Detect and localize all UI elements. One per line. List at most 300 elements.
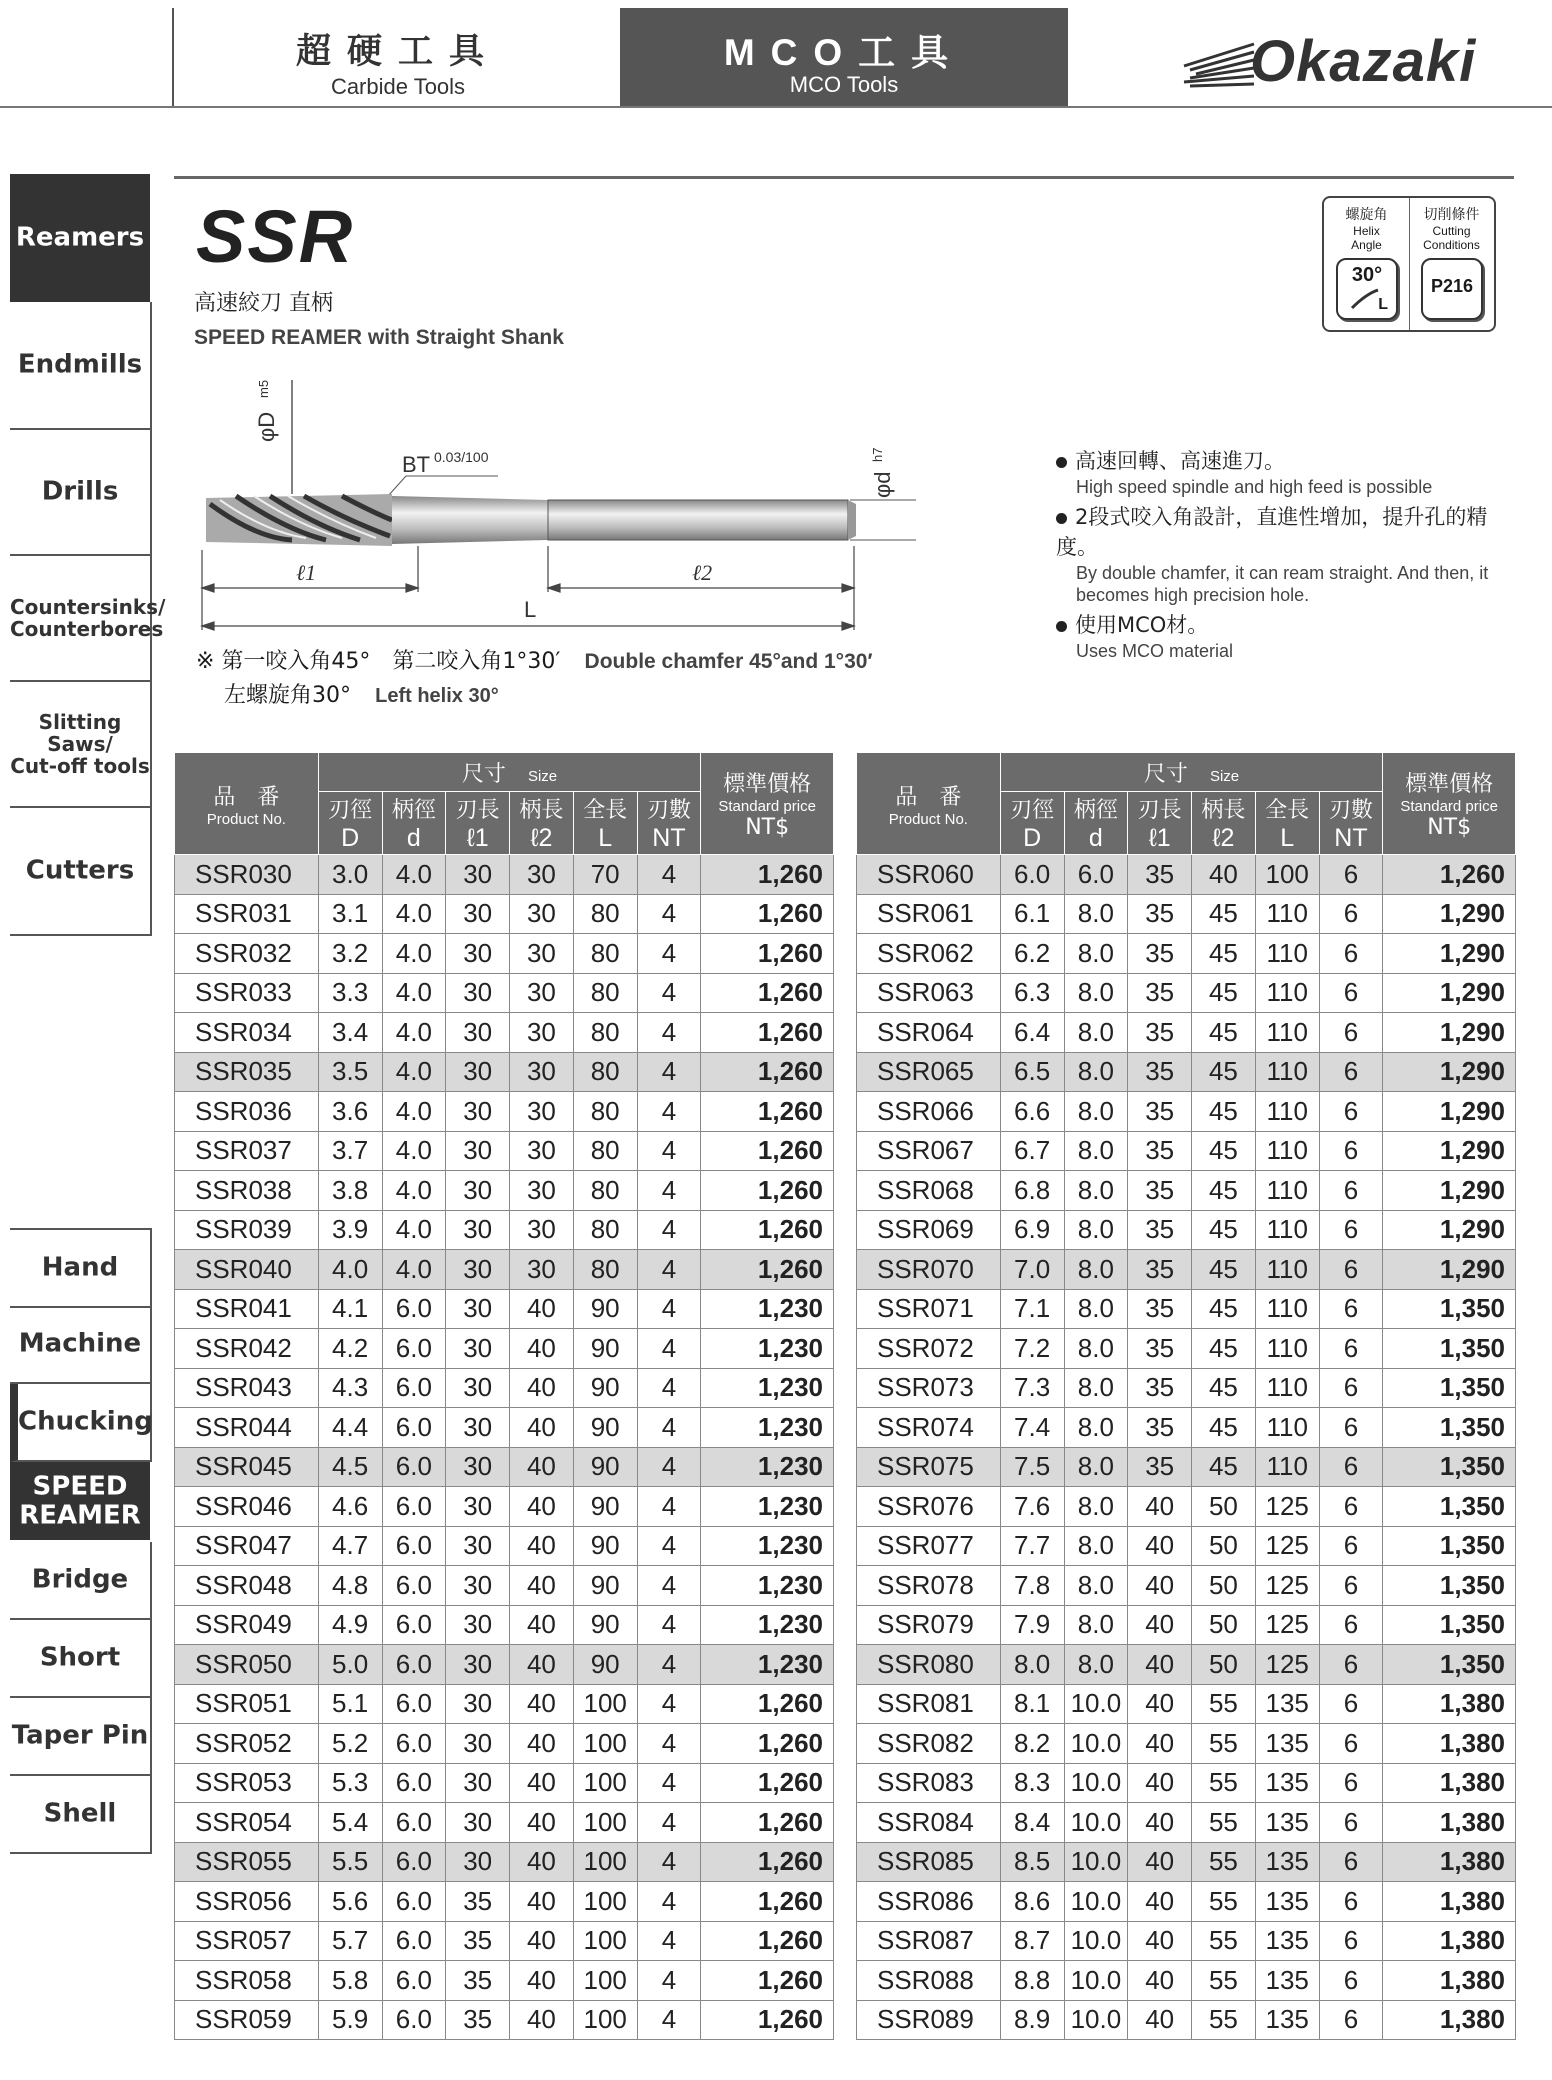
flute-length-cell: 30 bbox=[446, 1013, 510, 1053]
teeth-cell: 4 bbox=[637, 2000, 701, 2040]
table-row bbox=[857, 1605, 1516, 1645]
table-row bbox=[857, 1803, 1516, 1843]
overall-length-header-cn: 全長 bbox=[1265, 798, 1310, 823]
shank-length-cell: 30 bbox=[510, 855, 574, 895]
sidebar-item-cutters[interactable] bbox=[10, 808, 152, 936]
sidebar-item-hand[interactable] bbox=[10, 1228, 152, 1308]
shank-length-header bbox=[1192, 792, 1256, 855]
flute-length-cell: 30 bbox=[446, 1447, 510, 1487]
overall-length-cell: 80 bbox=[573, 1013, 637, 1053]
table-row bbox=[175, 1092, 834, 1132]
tab-carbide-title-en: Carbide Tools bbox=[330, 74, 466, 99]
product-no-cell: SSR045 bbox=[175, 1447, 319, 1487]
table-row bbox=[857, 1645, 1516, 1685]
product-no-cell: SSR030 bbox=[175, 855, 319, 895]
shank-length-cell: 55 bbox=[1192, 1684, 1256, 1724]
flute-length-cell: 30 bbox=[446, 894, 510, 934]
price-cell: 1,230 bbox=[701, 1487, 834, 1527]
teeth-count-header bbox=[637, 792, 701, 855]
shank-length-cell: 40 bbox=[510, 1487, 574, 1527]
table-row bbox=[857, 1961, 1516, 2001]
price-cell: 1,350 bbox=[1383, 1526, 1516, 1566]
table-row bbox=[857, 1566, 1516, 1606]
sidebar-item-endmills[interactable] bbox=[10, 302, 152, 430]
product-no-cell: SSR086 bbox=[857, 1882, 1001, 1922]
overall-length-cell: 110 bbox=[1255, 973, 1319, 1013]
shank-length-cell: 40 bbox=[510, 1961, 574, 2001]
flute-length-cell: 40 bbox=[1128, 1724, 1192, 1764]
overall-length-label: L bbox=[524, 597, 537, 622]
table-row bbox=[175, 1566, 834, 1606]
product-no-cell: SSR044 bbox=[175, 1408, 319, 1448]
table-row bbox=[175, 1803, 834, 1843]
product-no-cell: SSR073 bbox=[857, 1368, 1001, 1408]
product-no-cell: SSR033 bbox=[175, 973, 319, 1013]
sidebar-item-reamers[interactable] bbox=[10, 174, 150, 302]
cond-page: P216 bbox=[1430, 276, 1474, 296]
table-row bbox=[175, 934, 834, 974]
shank-diameter-cell: 8.0 bbox=[1064, 1566, 1128, 1606]
diameter-cell: 5.9 bbox=[318, 2000, 382, 2040]
diameter-cell: 4.1 bbox=[318, 1289, 382, 1329]
overall-length-cell: 135 bbox=[1255, 1684, 1319, 1724]
teeth-cell: 6 bbox=[1319, 1329, 1383, 1369]
diameter-cell: 7.9 bbox=[1000, 1605, 1064, 1645]
shank-length-cell: 50 bbox=[1192, 1645, 1256, 1685]
overall-length-cell: 70 bbox=[573, 855, 637, 895]
sidebar-item-taper-pin[interactable] bbox=[10, 1698, 152, 1776]
table-body bbox=[857, 855, 1516, 2040]
bullet-icon bbox=[1056, 457, 1067, 468]
flute-length-cell: 30 bbox=[446, 1645, 510, 1685]
shank-diameter-cell: 6.0 bbox=[382, 1882, 446, 1922]
overall-length-cell: 110 bbox=[1255, 1250, 1319, 1290]
flute-length-header-symbol: ℓ1 bbox=[466, 824, 489, 852]
overall-length-cell: 100 bbox=[573, 1961, 637, 2001]
product-no-cell: SSR060 bbox=[857, 855, 1001, 895]
shank-diameter-cell: 10.0 bbox=[1064, 1921, 1128, 1961]
table-row bbox=[857, 1329, 1516, 1369]
diameter-cell: 5.2 bbox=[318, 1724, 382, 1764]
overall-length-cell: 90 bbox=[573, 1645, 637, 1685]
shank-length-cell: 40 bbox=[510, 1724, 574, 1764]
overall-length-cell: 100 bbox=[573, 2000, 637, 2040]
product-no-cell: SSR074 bbox=[857, 1408, 1001, 1448]
diameter-cell: 7.3 bbox=[1000, 1368, 1064, 1408]
helix-label-en2: Angle bbox=[1351, 238, 1382, 252]
shank-length-cell: 55 bbox=[1192, 1763, 1256, 1803]
feature-en: Uses MCO material bbox=[1076, 641, 1234, 661]
table-row bbox=[175, 1210, 834, 1250]
table-header bbox=[857, 753, 1516, 855]
shank-length-cell: 45 bbox=[1192, 1447, 1256, 1487]
table-row bbox=[175, 1250, 834, 1290]
diameter-cell: 4.0 bbox=[318, 1250, 382, 1290]
shank-diameter-cell: 6.0 bbox=[382, 1329, 446, 1369]
diameter-header-cn: 刃徑 bbox=[328, 798, 373, 823]
product-no-cell: SSR067 bbox=[857, 1131, 1001, 1171]
product-no-cell: SSR081 bbox=[857, 1684, 1001, 1724]
price-header-unit: NT$ bbox=[1427, 815, 1472, 840]
flute-length-cell: 35 bbox=[446, 2000, 510, 2040]
shank-length-header-cn: 柄長 bbox=[1201, 798, 1246, 823]
sidebar-item-label: Taper Pin bbox=[11, 1720, 149, 1751]
table-row bbox=[175, 1921, 834, 1961]
price-cell: 1,380 bbox=[1383, 2000, 1516, 2040]
sidebar-item-label: Bridge bbox=[31, 1564, 129, 1595]
shank-diameter-cell: 4.0 bbox=[382, 1171, 446, 1211]
flute-length-cell: 30 bbox=[446, 1210, 510, 1250]
shank-length-cell: 45 bbox=[1192, 1013, 1256, 1053]
table-row bbox=[175, 855, 834, 895]
product-header-en: Product No. bbox=[206, 810, 286, 828]
teeth-cell: 4 bbox=[637, 1013, 701, 1053]
overall-length-cell: 90 bbox=[573, 1368, 637, 1408]
product-no-header bbox=[175, 753, 319, 855]
table-row bbox=[857, 1250, 1516, 1290]
shank-length-cell: 45 bbox=[1192, 1171, 1256, 1211]
price-cell: 1,260 bbox=[701, 894, 834, 934]
table-row bbox=[857, 1921, 1516, 1961]
price-cell: 1,260 bbox=[701, 1131, 834, 1171]
overall-length-cell: 80 bbox=[573, 1052, 637, 1092]
bullet-icon bbox=[1056, 513, 1067, 524]
price-cell: 1,260 bbox=[701, 1092, 834, 1132]
diameter-cell: 4.6 bbox=[318, 1487, 382, 1527]
product-no-cell: SSR047 bbox=[175, 1526, 319, 1566]
teeth-cell: 6 bbox=[1319, 1724, 1383, 1764]
shank-diameter-cell: 6.0 bbox=[382, 1961, 446, 2001]
teeth-count-header-cn: 刃數 bbox=[646, 798, 691, 823]
sidebar bbox=[10, 174, 166, 1860]
overall-length-cell: 100 bbox=[573, 1724, 637, 1764]
overall-length-cell: 110 bbox=[1255, 1131, 1319, 1171]
overall-length-cell: 110 bbox=[1255, 1289, 1319, 1329]
teeth-cell: 4 bbox=[637, 855, 701, 895]
overall-length-cell: 100 bbox=[573, 1842, 637, 1882]
price-cell: 1,290 bbox=[1383, 973, 1516, 1013]
product-no-cell: SSR078 bbox=[857, 1566, 1001, 1606]
table-row bbox=[175, 1763, 834, 1803]
flute-length-cell: 30 bbox=[446, 1526, 510, 1566]
flute-length-cell: 30 bbox=[446, 1842, 510, 1882]
note-chamfer-cn: ※ 第一咬入角45° 第二咬入角1°30′ bbox=[196, 649, 561, 674]
flute-length-label: ℓ1 bbox=[296, 560, 317, 585]
shank-length-cell: 40 bbox=[510, 1645, 574, 1685]
shank-length-cell: 40 bbox=[510, 1605, 574, 1645]
bt-label: BT bbox=[402, 452, 431, 477]
product-no-cell: SSR069 bbox=[857, 1210, 1001, 1250]
tab-carbide-title-cn: 超硬工具 bbox=[295, 32, 500, 71]
overall-length-cell: 135 bbox=[1255, 1961, 1319, 2001]
overall-length-cell: 80 bbox=[573, 1131, 637, 1171]
teeth-cell: 6 bbox=[1319, 973, 1383, 1013]
teeth-cell: 6 bbox=[1319, 2000, 1383, 2040]
product-no-cell: SSR048 bbox=[175, 1566, 319, 1606]
shank-diameter-cell: 8.0 bbox=[1064, 1526, 1128, 1566]
table-row bbox=[857, 1842, 1516, 1882]
teeth-cell: 6 bbox=[1319, 1566, 1383, 1606]
shank-diameter-cell: 10.0 bbox=[1064, 1803, 1128, 1843]
sidebar-item-short[interactable] bbox=[10, 1620, 152, 1698]
teeth-count-header-symbol: NT bbox=[1334, 824, 1368, 852]
price-cell: 1,290 bbox=[1383, 1210, 1516, 1250]
overall-length-cell: 90 bbox=[573, 1329, 637, 1369]
table-row bbox=[175, 1408, 834, 1448]
price-cell: 1,260 bbox=[701, 1763, 834, 1803]
overall-length-cell: 135 bbox=[1255, 1882, 1319, 1922]
shank-length-cell: 55 bbox=[1192, 1882, 1256, 1922]
teeth-cell: 6 bbox=[1319, 1131, 1383, 1171]
shank-length-cell: 45 bbox=[1192, 1368, 1256, 1408]
flute-length-cell: 40 bbox=[1128, 1921, 1192, 1961]
tab-carbide-tools[interactable] bbox=[172, 8, 622, 106]
product-no-cell: SSR054 bbox=[175, 1803, 319, 1843]
table-row bbox=[175, 1171, 834, 1211]
sidebar-item-label: Short bbox=[39, 1642, 121, 1673]
sidebar-item-slitting-saws[interactable] bbox=[10, 682, 152, 808]
shank-diameter-cell: 8.0 bbox=[1064, 1368, 1128, 1408]
shank-length-cell: 50 bbox=[1192, 1526, 1256, 1566]
product-no-cell: SSR068 bbox=[857, 1171, 1001, 1211]
product-no-cell: SSR082 bbox=[857, 1724, 1001, 1764]
flute-length-cell: 40 bbox=[1128, 1526, 1192, 1566]
diameter-cell: 7.0 bbox=[1000, 1250, 1064, 1290]
sidebar-item-countersinks[interactable] bbox=[10, 556, 166, 682]
overall-length-cell: 135 bbox=[1255, 1921, 1319, 1961]
shank-length-cell: 40 bbox=[510, 2000, 574, 2040]
product-no-cell: SSR053 bbox=[175, 1763, 319, 1803]
table-row bbox=[857, 1724, 1516, 1764]
product-no-cell: SSR072 bbox=[857, 1329, 1001, 1369]
shank-diameter-cell: 6.0 bbox=[382, 2000, 446, 2040]
table-row bbox=[175, 1842, 834, 1882]
price-cell: 1,290 bbox=[1383, 934, 1516, 974]
product-no-cell: SSR077 bbox=[857, 1526, 1001, 1566]
cond-label-en2: Conditions bbox=[1423, 238, 1480, 252]
product-no-cell: SSR040 bbox=[175, 1250, 319, 1290]
product-no-cell: SSR055 bbox=[175, 1842, 319, 1882]
shank-length-cell: 45 bbox=[1192, 1329, 1256, 1369]
product-no-cell: SSR084 bbox=[857, 1803, 1001, 1843]
product-no-cell: SSR064 bbox=[857, 1013, 1001, 1053]
price-cell: 1,230 bbox=[701, 1526, 834, 1566]
overall-length-cell: 110 bbox=[1255, 1052, 1319, 1092]
overall-length-header bbox=[1255, 792, 1319, 855]
sidebar-item-speed-reamer[interactable] bbox=[10, 1462, 150, 1540]
teeth-cell: 6 bbox=[1319, 1210, 1383, 1250]
price-cell: 1,350 bbox=[1383, 1605, 1516, 1645]
bullet-icon bbox=[1056, 621, 1067, 632]
diameter-header bbox=[318, 792, 382, 855]
price-header bbox=[1383, 753, 1516, 855]
tab-mco-title-en: MCO Tools bbox=[789, 72, 899, 97]
teeth-cell: 6 bbox=[1319, 1842, 1383, 1882]
teeth-cell: 6 bbox=[1319, 1487, 1383, 1527]
flute-length-cell: 35 bbox=[1128, 934, 1192, 974]
diameter-cell: 8.3 bbox=[1000, 1763, 1064, 1803]
shank-diameter-cell: 4.0 bbox=[382, 934, 446, 974]
cutting-conditions-badge[interactable] bbox=[1409, 198, 1494, 330]
overall-length-cell: 90 bbox=[573, 1526, 637, 1566]
price-header-cn: 標準價格 bbox=[723, 772, 812, 797]
feature-cn: 高速回轉、高速進刀。 bbox=[1075, 449, 1285, 473]
flute-length-header-cn: 刃長 bbox=[455, 798, 500, 823]
flute-length-cell: 35 bbox=[1128, 1210, 1192, 1250]
diameter-cell: 7.4 bbox=[1000, 1408, 1064, 1448]
teeth-cell: 4 bbox=[637, 1447, 701, 1487]
sidebar-item-label: Cutters bbox=[25, 855, 135, 886]
shank-length-cell: 40 bbox=[510, 1408, 574, 1448]
sidebar-item-label: Chucking bbox=[18, 1406, 153, 1437]
overall-length-cell: 110 bbox=[1255, 894, 1319, 934]
overall-length-header-symbol: L bbox=[598, 824, 613, 852]
overall-length-cell: 110 bbox=[1255, 1329, 1319, 1369]
shank-diameter-cell: 6.0 bbox=[382, 1763, 446, 1803]
sidebar-item-machine[interactable] bbox=[10, 1306, 152, 1384]
teeth-cell: 4 bbox=[637, 1921, 701, 1961]
table-row bbox=[857, 973, 1516, 1013]
size-header-cn: 尺寸 bbox=[461, 761, 506, 787]
shank-diameter-cell: 10.0 bbox=[1064, 1961, 1128, 2001]
teeth-cell: 4 bbox=[637, 894, 701, 934]
shank-diameter-cell: 10.0 bbox=[1064, 1724, 1128, 1764]
diameter-cell: 5.5 bbox=[318, 1842, 382, 1882]
flute-length-cell: 40 bbox=[1128, 1882, 1192, 1922]
shank-diameter-header-symbol: d bbox=[1088, 824, 1103, 852]
shank-diameter-cell: 6.0 bbox=[382, 1842, 446, 1882]
table-row bbox=[857, 934, 1516, 974]
teeth-cell: 4 bbox=[637, 1210, 701, 1250]
price-cell: 1,230 bbox=[701, 1645, 834, 1685]
overall-length-cell: 90 bbox=[573, 1487, 637, 1527]
table-row bbox=[857, 1684, 1516, 1724]
teeth-cell: 6 bbox=[1319, 1921, 1383, 1961]
flute-length-cell: 30 bbox=[446, 1131, 510, 1171]
flute-length-cell: 40 bbox=[1128, 1961, 1192, 2001]
sidebar-item-drills[interactable] bbox=[10, 430, 152, 556]
brand-name: Okazaki bbox=[1250, 29, 1477, 94]
sidebar-item-label: Shell bbox=[43, 1798, 117, 1829]
diameter-cell: 4.7 bbox=[318, 1526, 382, 1566]
table-row bbox=[175, 1526, 834, 1566]
shank-diameter-cell: 8.0 bbox=[1064, 1131, 1128, 1171]
overall-length-cell: 80 bbox=[573, 1092, 637, 1132]
table-row bbox=[175, 1882, 834, 1922]
table-row bbox=[175, 1447, 834, 1487]
flute-length-cell: 40 bbox=[1128, 1487, 1192, 1527]
shank-diameter-cell: 6.0 bbox=[382, 1566, 446, 1606]
shank-length-cell: 30 bbox=[510, 1250, 574, 1290]
product-no-cell: SSR031 bbox=[175, 894, 319, 934]
product-no-cell: SSR079 bbox=[857, 1605, 1001, 1645]
diameter-cell: 8.6 bbox=[1000, 1882, 1064, 1922]
product-no-cell: SSR037 bbox=[175, 1131, 319, 1171]
diameter-cell: 3.7 bbox=[318, 1131, 382, 1171]
shank-length-cell: 50 bbox=[1192, 1605, 1256, 1645]
note-helix-en: Left helix 30° bbox=[375, 685, 499, 707]
teeth-cell: 6 bbox=[1319, 1605, 1383, 1645]
price-cell: 1,260 bbox=[701, 2000, 834, 2040]
flute-length-cell: 30 bbox=[446, 1408, 510, 1448]
price-cell: 1,290 bbox=[1383, 1092, 1516, 1132]
diameter-cell: 7.6 bbox=[1000, 1487, 1064, 1527]
diameter-header bbox=[1000, 792, 1064, 855]
shank-diameter-cell: 8.0 bbox=[1064, 973, 1128, 1013]
table-row bbox=[175, 1724, 834, 1764]
shank-length-cell: 40 bbox=[510, 1447, 574, 1487]
teeth-count-header-symbol: NT bbox=[652, 824, 686, 852]
product-name-cn: 高速絞刀 直柄 bbox=[194, 291, 333, 316]
shank-length-cell: 55 bbox=[1192, 1803, 1256, 1843]
price-cell: 1,350 bbox=[1383, 1447, 1516, 1487]
overall-length-cell: 125 bbox=[1255, 1526, 1319, 1566]
helix-angle-icon bbox=[1336, 258, 1398, 320]
cond-label-en1: Cutting bbox=[1432, 224, 1471, 238]
price-cell: 1,260 bbox=[701, 973, 834, 1013]
flute-length-cell: 30 bbox=[446, 855, 510, 895]
product-no-cell: SSR041 bbox=[175, 1289, 319, 1329]
shank-length-cell: 40 bbox=[510, 1526, 574, 1566]
sidebar-item-bridge[interactable] bbox=[10, 1542, 152, 1620]
sidebar-item-label: Countersinks/ Counterbores bbox=[10, 595, 166, 641]
shank-length-cell: 40 bbox=[510, 1842, 574, 1882]
sidebar-item-shell[interactable] bbox=[10, 1776, 152, 1854]
sidebar-item-chucking[interactable] bbox=[10, 1384, 152, 1462]
flute-length-cell: 35 bbox=[1128, 894, 1192, 934]
teeth-cell: 6 bbox=[1319, 1684, 1383, 1724]
shank-length-cell: 30 bbox=[510, 1013, 574, 1053]
diameter-cell: 6.1 bbox=[1000, 894, 1064, 934]
shank-length-cell: 40 bbox=[510, 1882, 574, 1922]
tab-mco-tools[interactable] bbox=[620, 8, 1068, 106]
overall-length-cell: 100 bbox=[573, 1803, 637, 1843]
overall-length-cell: 135 bbox=[1255, 1763, 1319, 1803]
teeth-cell: 4 bbox=[637, 1842, 701, 1882]
shank-diameter-cell: 10.0 bbox=[1064, 1763, 1128, 1803]
feature-en: High speed spindle and high feed is possible bbox=[1076, 477, 1433, 497]
price-cell: 1,290 bbox=[1383, 1171, 1516, 1211]
price-header-cn: 標準價格 bbox=[1405, 772, 1494, 797]
overall-length-header bbox=[573, 792, 637, 855]
header-row bbox=[857, 753, 1516, 792]
teeth-cell: 6 bbox=[1319, 855, 1383, 895]
shank-length-cell: 30 bbox=[510, 894, 574, 934]
shank-diameter-cell: 8.0 bbox=[1064, 1487, 1128, 1527]
flute-length-cell: 30 bbox=[446, 1329, 510, 1369]
product-no-cell: SSR087 bbox=[857, 1921, 1001, 1961]
teeth-cell: 4 bbox=[637, 1803, 701, 1843]
flute-length-cell: 35 bbox=[446, 1921, 510, 1961]
flute-length-cell: 30 bbox=[446, 1763, 510, 1803]
overall-length-cell: 80 bbox=[573, 1250, 637, 1290]
sidebar-item-label: Hand bbox=[41, 1252, 119, 1283]
helix-label-en1: Helix bbox=[1353, 224, 1380, 238]
shank-diameter-header-symbol: d bbox=[406, 824, 421, 852]
diameter-cell: 7.2 bbox=[1000, 1329, 1064, 1369]
teeth-cell: 6 bbox=[1319, 1092, 1383, 1132]
shank-length-cell: 40 bbox=[510, 1329, 574, 1369]
diameter-tolerance: m5 bbox=[256, 379, 271, 398]
teeth-cell: 6 bbox=[1319, 1013, 1383, 1053]
shank-length-cell: 55 bbox=[1192, 1921, 1256, 1961]
product-no-cell: SSR057 bbox=[175, 1921, 319, 1961]
shank-diameter-cell: 8.0 bbox=[1064, 1289, 1128, 1329]
product-no-cell: SSR050 bbox=[175, 1645, 319, 1685]
flute-length-cell: 40 bbox=[1128, 1803, 1192, 1843]
diameter-cell: 6.0 bbox=[1000, 855, 1064, 895]
flute-length-cell: 35 bbox=[1128, 855, 1192, 895]
